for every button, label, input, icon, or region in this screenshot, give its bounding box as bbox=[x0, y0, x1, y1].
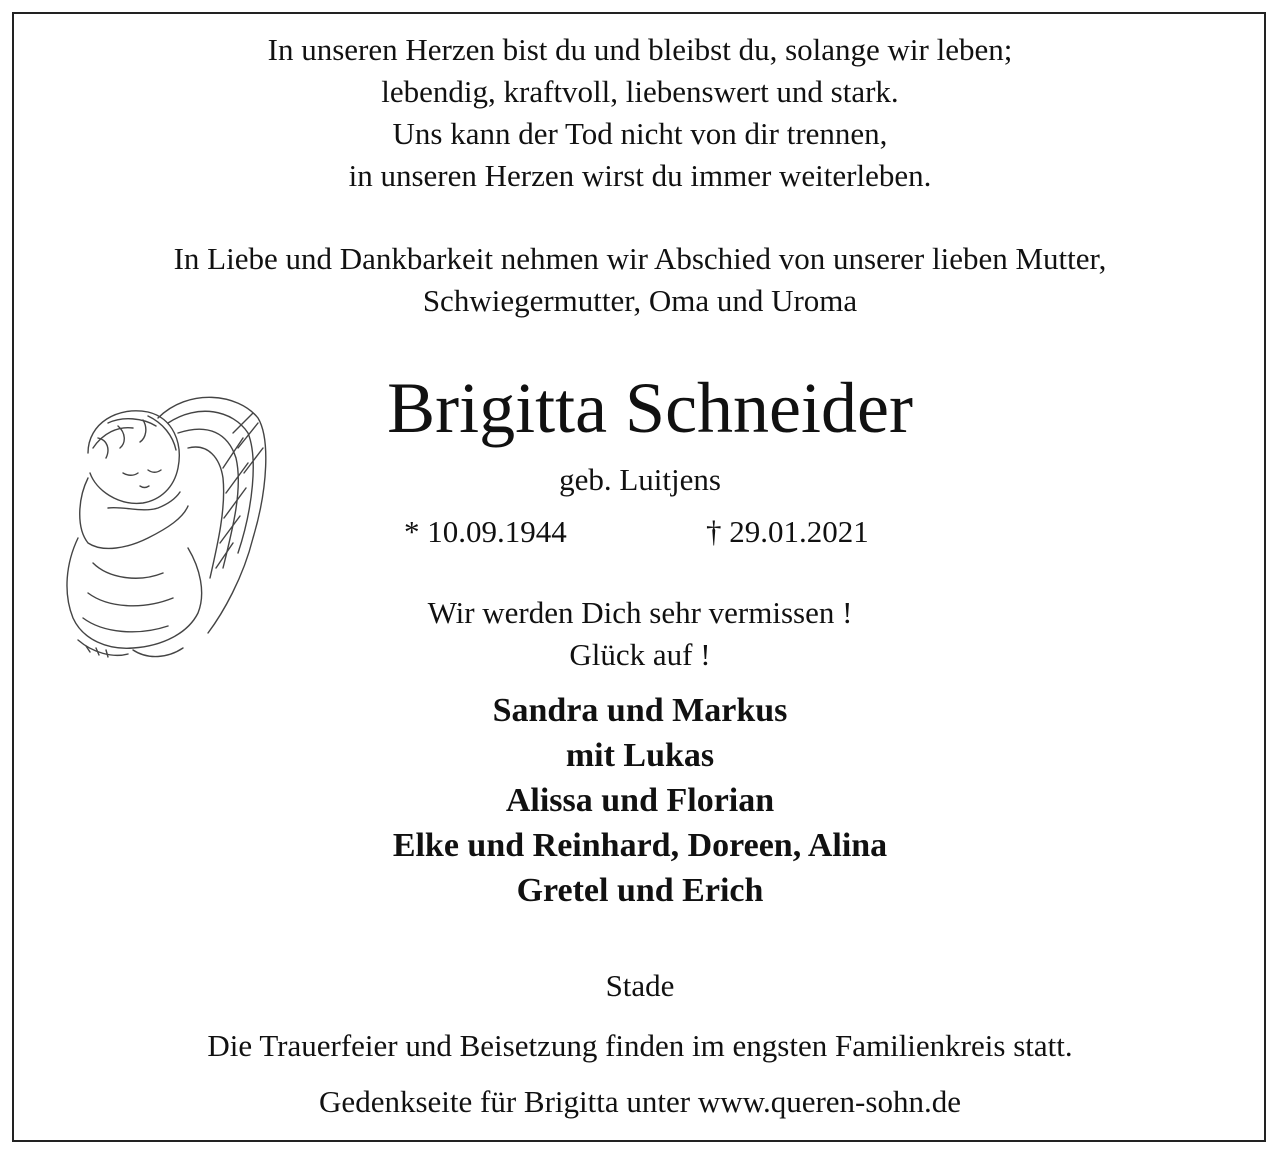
family-line-1: Sandra und Markus bbox=[492, 692, 788, 729]
poem-line-3: Uns kann der Tod nicht von dir trennen, bbox=[392, 116, 888, 151]
farewell-line-2: Glück auf ! bbox=[569, 637, 711, 672]
death-date: † 29.01.2021 bbox=[706, 514, 869, 549]
family-line-5: Gretel und Erich bbox=[516, 872, 764, 909]
family-line-4: Elke und Reinhard, Doreen, Alina bbox=[392, 827, 888, 864]
maiden-name: geb. Luitjens bbox=[559, 462, 721, 497]
intro-line-1: In Liebe und Dankbarkeit nehmen wir Abschied von unserer lieben Mutter, bbox=[173, 241, 1107, 276]
poem-line-2: lebendig, kraftvoll, liebenswert und stark. bbox=[381, 74, 899, 109]
memorial-page: Gedenkseite für Brigitta unter www.queren-sohn.de bbox=[319, 1084, 961, 1119]
poem-line-4: in unseren Herzen wirst du immer weiterleben. bbox=[348, 158, 932, 193]
deceased-name: Brigitta Schneider bbox=[387, 368, 913, 448]
birth-date: * 10.09.1944 bbox=[404, 514, 567, 549]
family-line-2: mit Lukas bbox=[565, 737, 715, 774]
place: Stade bbox=[605, 968, 675, 1003]
farewell-line-1: Wir werden Dich sehr vermissen ! bbox=[427, 595, 853, 630]
intro-line-2: Schwiegermutter, Oma und Uroma bbox=[422, 283, 858, 318]
family-line-3: Alissa und Florian bbox=[505, 782, 775, 819]
service-note: Die Trauerfeier und Beisetzung finden im engsten Familienkreis statt. bbox=[207, 1028, 1073, 1063]
poem-line-1: In unseren Herzen bist du und bleibst du, solange wir leben; bbox=[267, 32, 1013, 67]
